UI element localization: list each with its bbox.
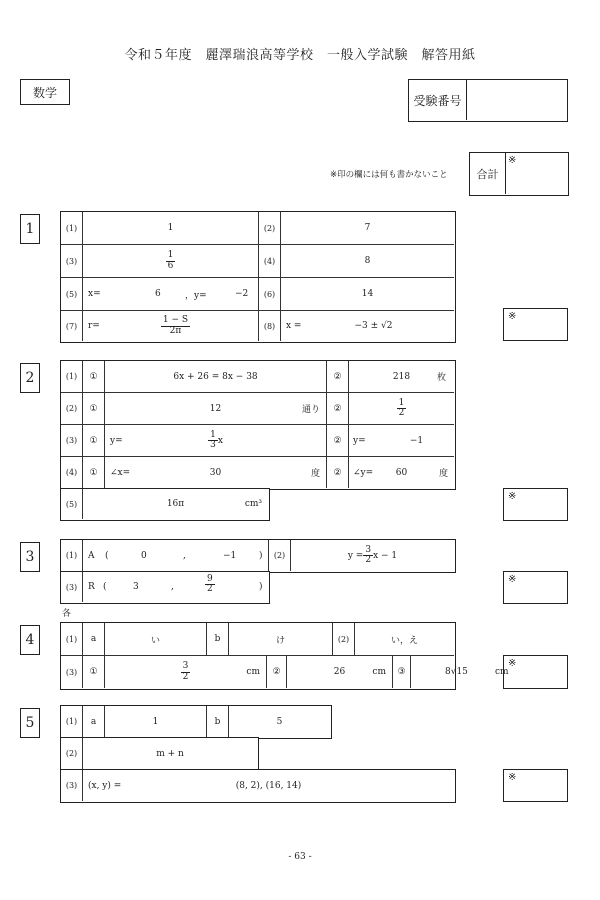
- q1-answer-2[interactable]: 7: [281, 212, 454, 245]
- q4-circle-2: ②: [267, 656, 287, 688]
- question-4-table: [60, 622, 509, 690]
- q2-answer-3-2[interactable]: y= −1: [349, 425, 454, 457]
- q1-fraction-3: $\frac{1}{6}$: [167, 250, 174, 271]
- q4-answer-3-1[interactable]: $\frac{3}{2}$ cm: [105, 656, 267, 688]
- exam-number-input[interactable]: [467, 80, 566, 120]
- q4-answer-3-2[interactable]: 26 cm: [287, 656, 393, 688]
- q5-answer-2[interactable]: m + n: [156, 748, 184, 759]
- q1-label-2: (2): [259, 212, 281, 245]
- instruction-note: ※印の欄には何も書かないこと: [330, 170, 448, 180]
- q2-y-label-1: y=: [110, 435, 123, 446]
- q1-y-label: ，y=: [185, 290, 207, 301]
- q2-answer-2-1[interactable]: 12 通り: [105, 393, 327, 425]
- q4-answer-1a[interactable]: い: [105, 623, 207, 656]
- q1-label-4: (4): [259, 245, 281, 278]
- total-label-cell: [470, 153, 506, 194]
- q3-label-1: (1): [61, 540, 83, 571]
- total-box: [469, 152, 569, 196]
- q2-circle-2-1: ①: [83, 393, 105, 425]
- q1-fraction-7: $\frac{1 - S}{2\pi}$: [162, 315, 189, 336]
- q2-answer-1-2[interactable]: 218 枚: [349, 361, 454, 393]
- exam-number-box: [408, 79, 568, 122]
- q2-answer-2-2[interactable]: $\frac{1}{2}$: [349, 393, 454, 425]
- question-3-3-row: [60, 571, 270, 604]
- q3-answer-1[interactable]: A ( 0 , −1 ): [83, 540, 269, 571]
- q1-answer-4[interactable]: 8: [281, 245, 454, 278]
- q2-angle-x-label: ∠x=: [110, 467, 131, 478]
- q2-circle-1-1: ①: [83, 361, 105, 393]
- q2-answer-4-2[interactable]: ∠y= 60 度: [353, 467, 448, 479]
- q5-score-box: ※: [503, 769, 568, 802]
- q2-label-1: (1): [61, 361, 83, 393]
- q1-label-5: (5): [61, 278, 83, 311]
- q2-score-box: ※: [503, 488, 568, 521]
- question-5-3-row: [60, 769, 456, 803]
- q5-answer-1a[interactable]: 1: [105, 706, 207, 737]
- q1-answer-1[interactable]: 1: [83, 212, 259, 245]
- q5-answer-1b[interactable]: 5: [276, 716, 283, 727]
- question-5-1-row: [60, 705, 332, 739]
- q1-r-label: r=: [88, 321, 100, 331]
- q2-y-label-2: y=: [353, 435, 366, 446]
- q2-circle-3-2: ②: [327, 425, 349, 457]
- q1-answer-3[interactable]: [83, 245, 259, 278]
- q1-label-8: (8): [259, 311, 281, 341]
- q1-label-7: (7): [61, 311, 83, 341]
- q5-label-3: (3): [61, 770, 83, 801]
- q4-label-3: (3): [61, 656, 83, 688]
- exam-number-label-cell: [409, 80, 467, 120]
- q2-circle-4-2: ②: [327, 457, 349, 488]
- stray-character: 各: [62, 609, 72, 619]
- q2-circle-2-2: ②: [327, 393, 349, 425]
- q1-y-value: −2: [235, 289, 249, 299]
- q2-label-3: (3): [61, 425, 83, 457]
- q1-answer-7[interactable]: [83, 311, 259, 341]
- q2-answer-4-1[interactable]: ∠x= 30 度: [105, 457, 327, 488]
- q2-unit-sheets: 枚: [436, 373, 446, 383]
- subject-box: [20, 79, 70, 105]
- q1-label-6: (6): [259, 278, 281, 311]
- q2-angle-y-label: ∠y=: [353, 467, 374, 478]
- q1-answer-5[interactable]: [83, 278, 259, 311]
- question-2-number: 2: [20, 363, 40, 393]
- q4-answer-2[interactable]: い，え: [355, 623, 454, 656]
- q1-x-value: 6: [155, 289, 161, 299]
- q2-label-4: (4): [61, 457, 83, 488]
- question-5-number: 5: [20, 708, 40, 738]
- question-3-table: [60, 539, 456, 573]
- question-1-number: 1: [20, 214, 40, 244]
- q3-answer-3[interactable]: R ( 3 , $\frac{9}{2}$ ): [88, 574, 263, 595]
- q2-unit-deg-1: 度: [310, 469, 320, 479]
- q2-unit-ways: 通り: [301, 405, 320, 415]
- q4-sub-b: b: [207, 623, 229, 656]
- q2-answer-1-1[interactable]: 6x + 26 = 8x − 38: [105, 361, 327, 393]
- q1-answer-6[interactable]: 14: [281, 278, 454, 311]
- question-2-5-row: [60, 488, 270, 521]
- question-2-table: [60, 360, 456, 490]
- question-4-number: 4: [20, 625, 40, 655]
- q4-score-box: ※: [503, 655, 568, 689]
- q4-circle-1: ①: [83, 656, 105, 688]
- q2-answer-5[interactable]: 16π cm³: [166, 499, 262, 509]
- q5-answer-3[interactable]: (x, y) = (8, 2), (16, 14): [88, 780, 302, 791]
- question-1-table: [60, 211, 456, 343]
- q2-answer-3-1[interactable]: y= $\frac{1}{3}$ x: [105, 425, 327, 457]
- mark-symbol: ※: [508, 155, 517, 166]
- q2-label-2: (2): [61, 393, 83, 425]
- total-score-cell: [508, 155, 516, 166]
- q3-label-3: (3): [61, 572, 83, 602]
- exam-number-label: 受験番号: [413, 93, 462, 108]
- q5-label-1: (1): [61, 706, 83, 737]
- q3-label-2: (2): [269, 540, 291, 571]
- q2-circle-1-2: ②: [327, 361, 349, 393]
- q4-answer-3-3[interactable]: 8√15 cm: [445, 667, 509, 677]
- page-number: - 63 -: [288, 852, 312, 862]
- q4-answer-1b[interactable]: け: [229, 623, 333, 656]
- q4-label-2: (2): [333, 623, 355, 656]
- q1-score-box: ※: [503, 308, 568, 341]
- q4-sub-a: a: [83, 623, 105, 656]
- q1-answer-8-value: −3 ± √2: [354, 321, 393, 331]
- q1-x-label: x=: [88, 289, 101, 299]
- subject-label: 数学: [32, 85, 57, 100]
- q4-circle-3: ③: [393, 656, 411, 688]
- q1-answer-8[interactable]: [281, 311, 454, 341]
- q3-score-box: ※: [503, 571, 568, 604]
- q5-sub-b: b: [207, 706, 229, 737]
- q4-label-1: (1): [61, 623, 83, 656]
- q1-label-3: (3): [61, 245, 83, 278]
- question-3-number: 3: [20, 542, 40, 572]
- q2-label-5: (5): [61, 489, 83, 519]
- q3-answer-2[interactable]: y = $\frac{3}{2}$ x − 1: [347, 544, 398, 565]
- q1-label-1: (1): [61, 212, 83, 245]
- sheet-title: 令和５年度 麗澤瑞浪高等学校 一般入学試験 解答用紙: [124, 48, 476, 63]
- q2-circle-4-1: ①: [83, 457, 105, 488]
- question-5-2-row: [60, 737, 259, 771]
- total-label: 合計: [476, 167, 499, 181]
- q2-unit-deg-2: 度: [438, 469, 448, 479]
- q5-sub-a: a: [83, 706, 105, 737]
- q2-unit-cm3: cm³: [244, 499, 262, 509]
- q1-x-label-8: x =: [286, 321, 302, 331]
- q5-label-2: (2): [61, 738, 83, 769]
- q2-circle-3-1: ①: [83, 425, 105, 457]
